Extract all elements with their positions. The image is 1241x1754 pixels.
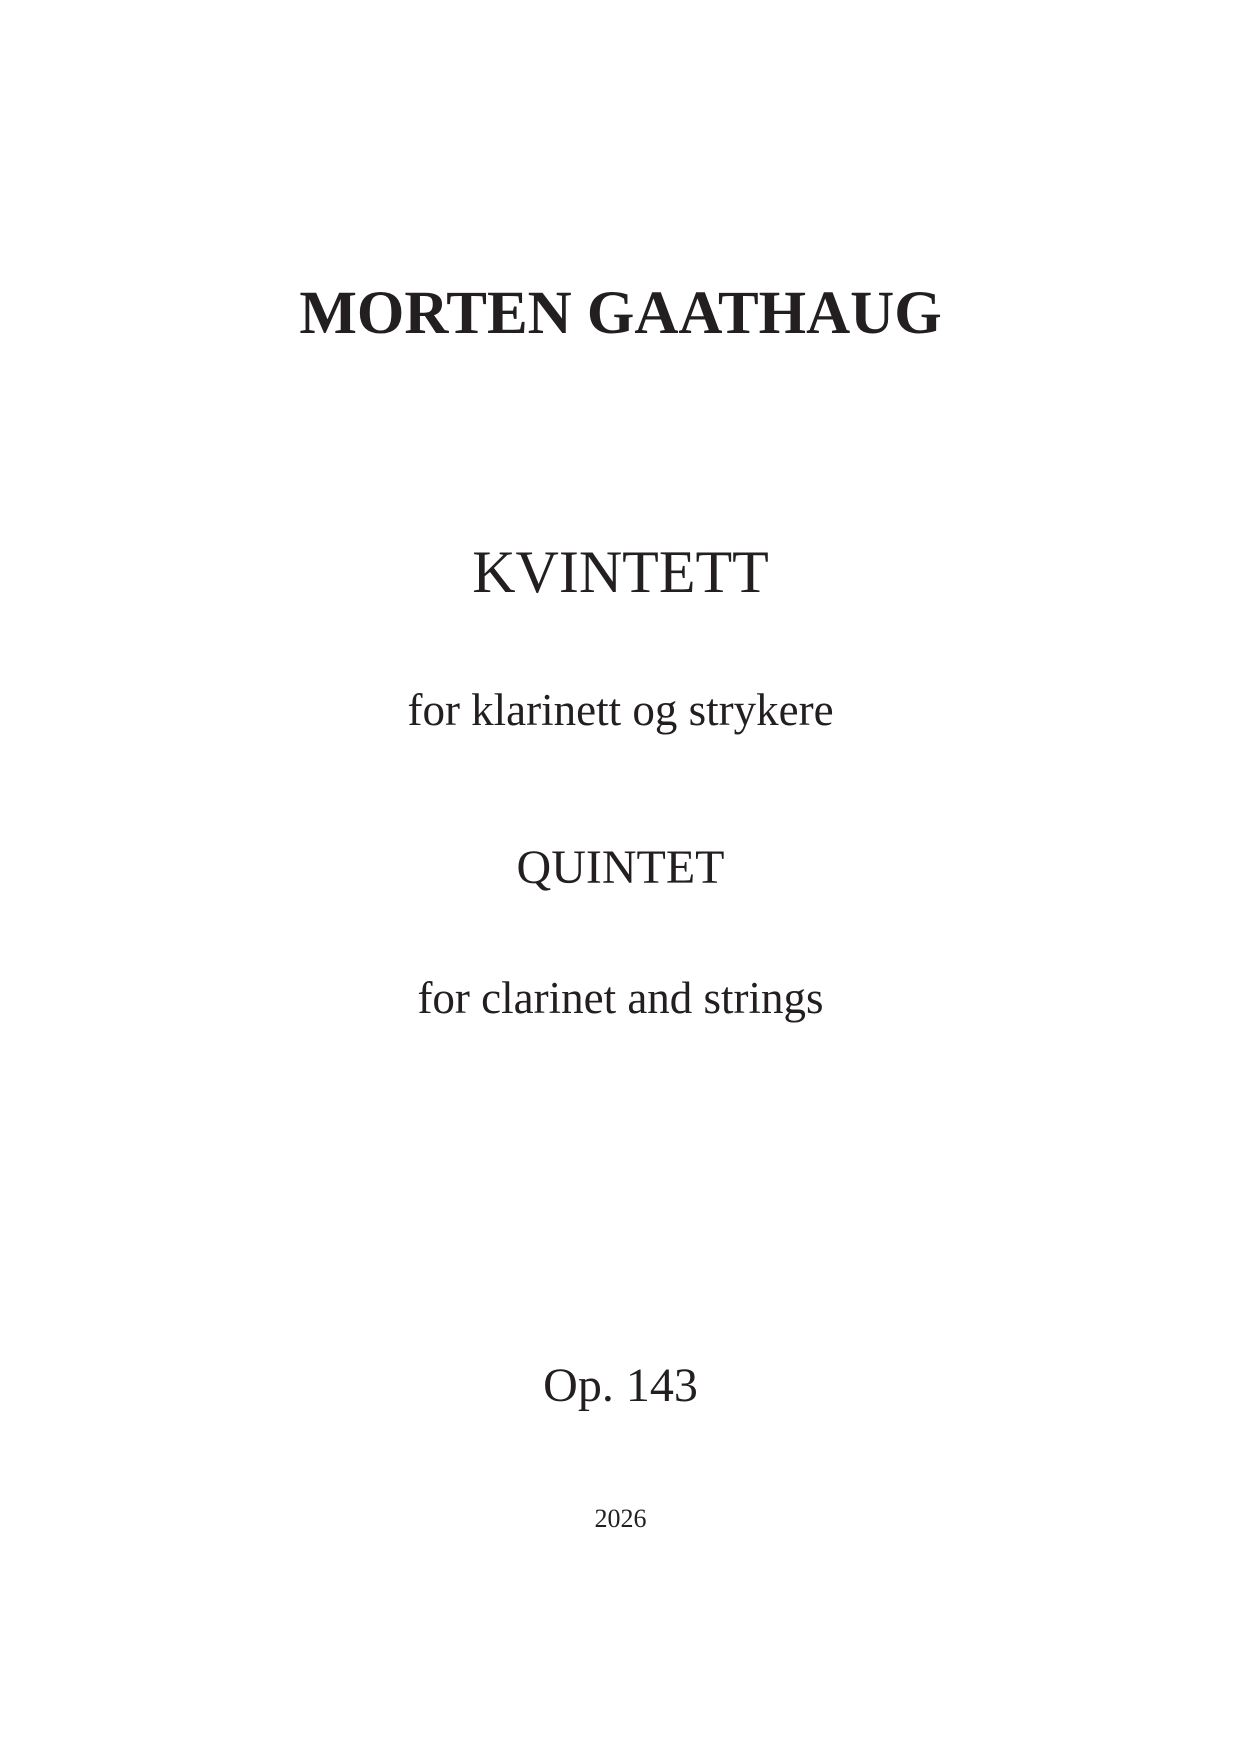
- composer-name: MORTEN GAATHAUG: [299, 280, 942, 347]
- work-title-english: QUINTET: [516, 841, 725, 894]
- instrumentation-english: for clarinet and strings: [417, 973, 824, 1023]
- composition-year: 2026: [594, 1504, 647, 1533]
- instrumentation-norwegian: for klarinett og strykere: [407, 685, 834, 735]
- work-title-norwegian: KVINTETT: [472, 539, 769, 605]
- opus-number: Op. 143: [543, 1359, 698, 1412]
